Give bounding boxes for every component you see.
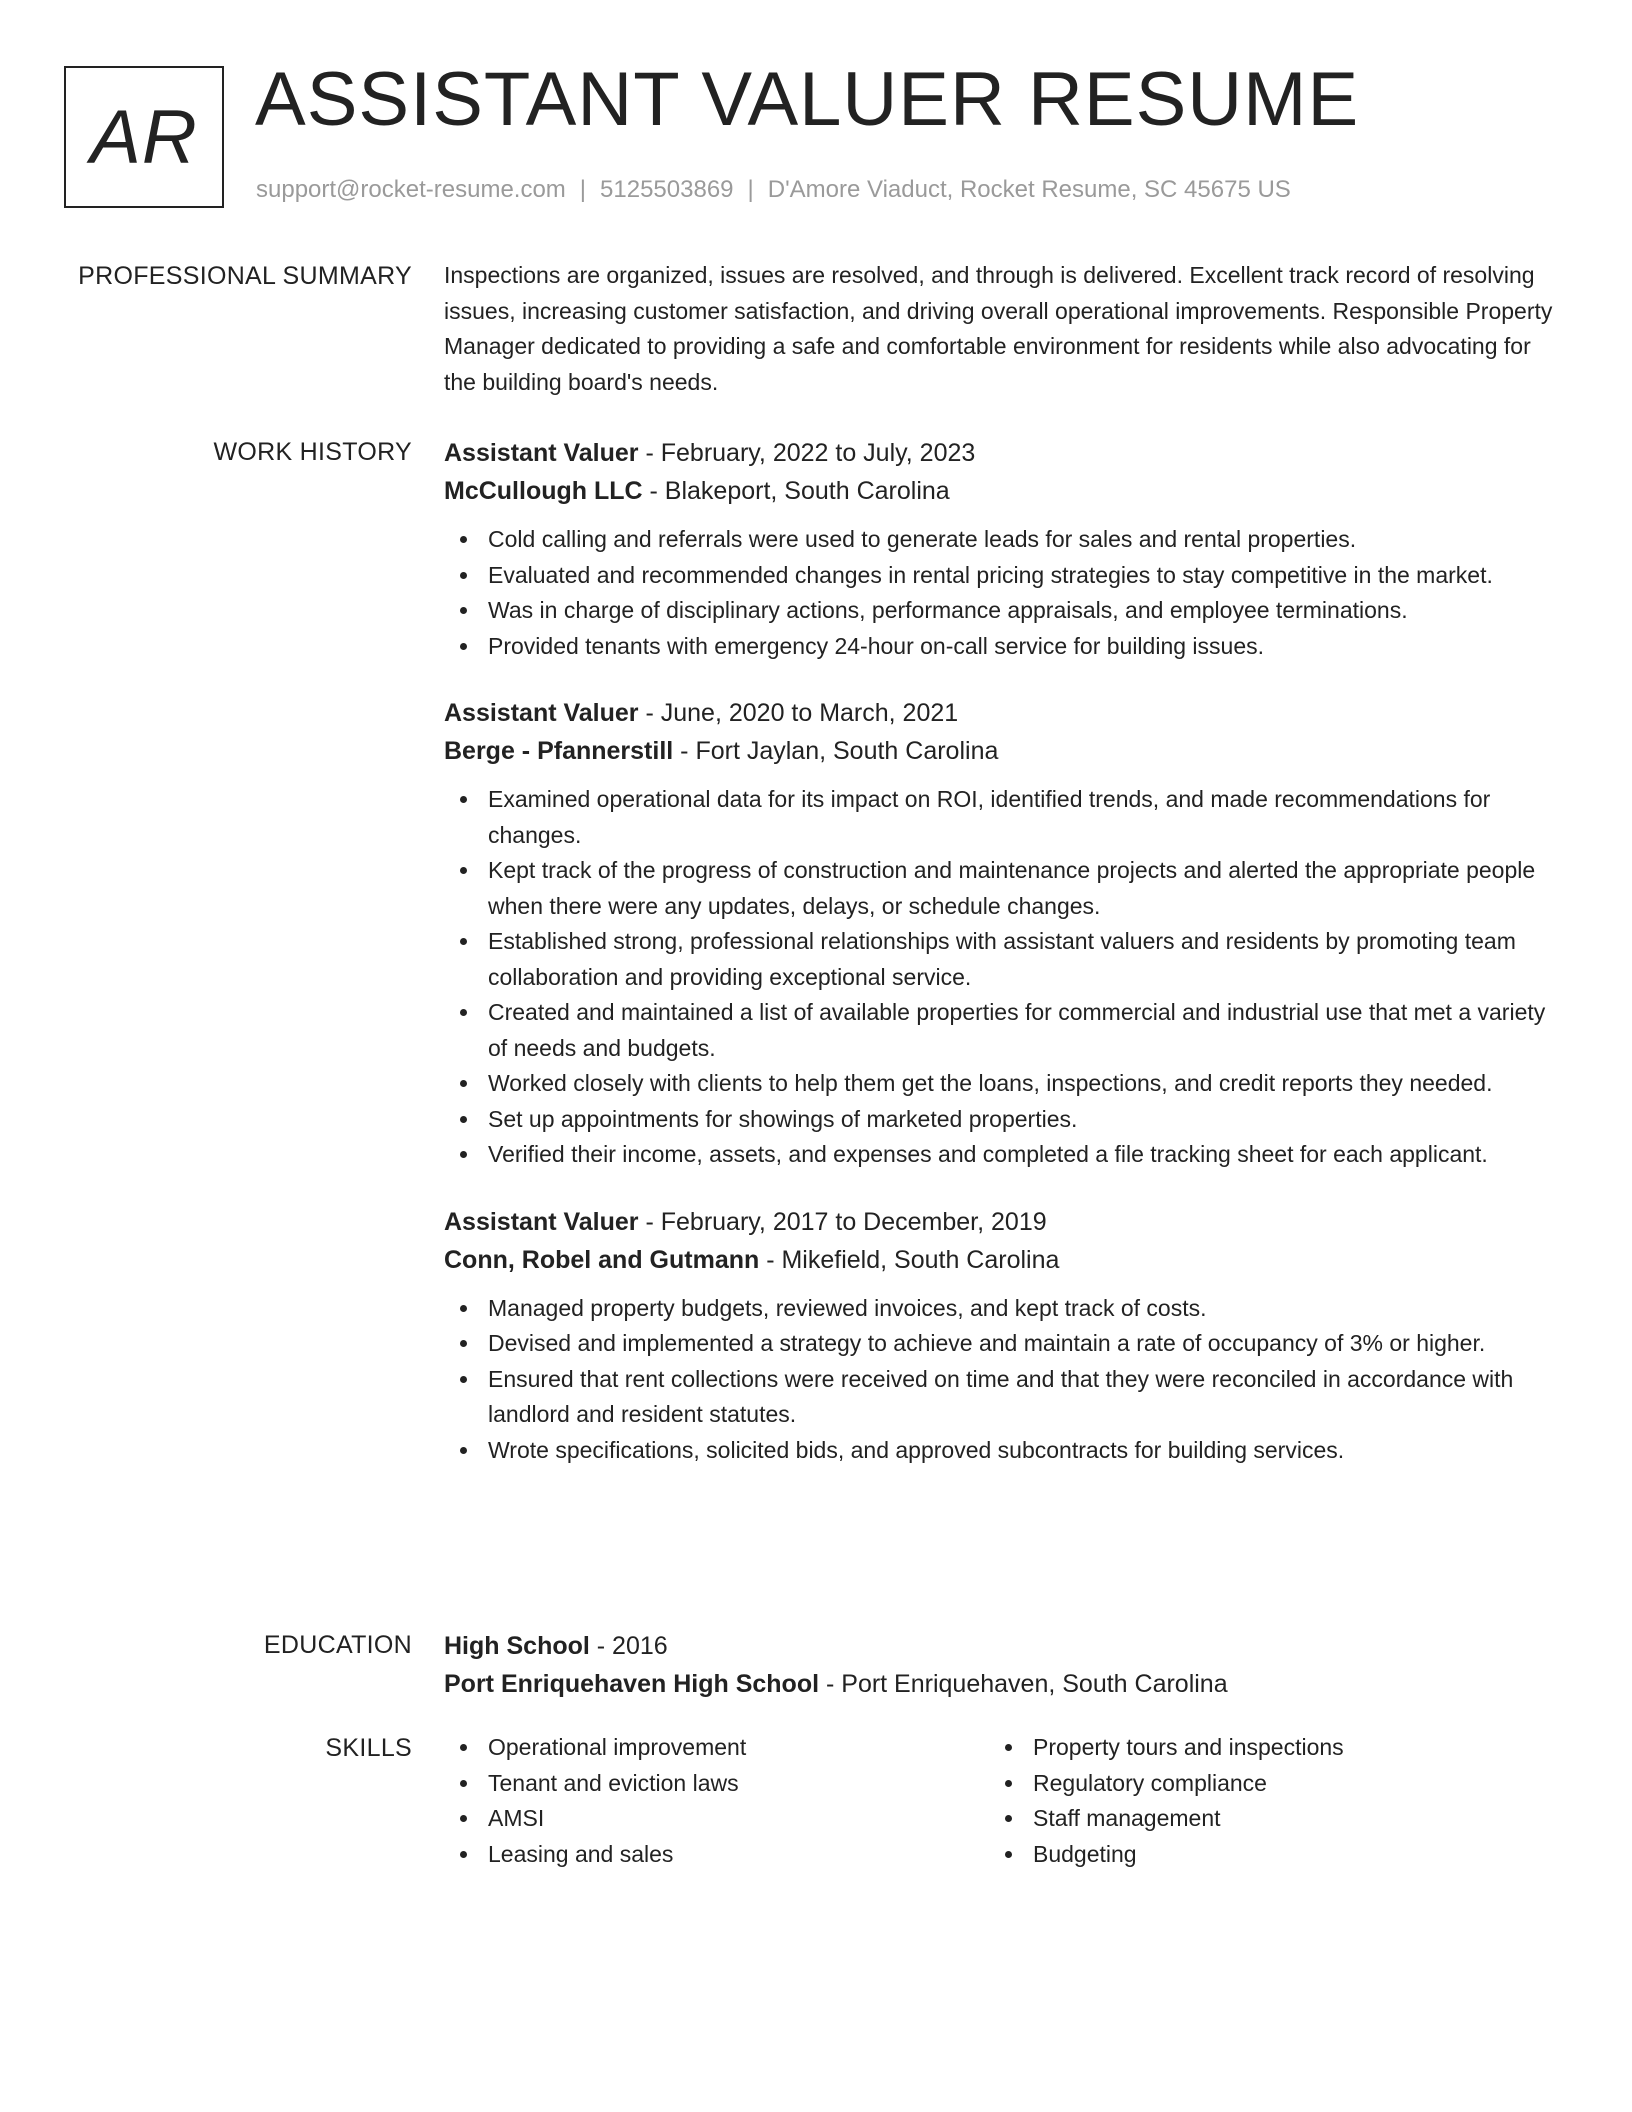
job-title-line — [444, 1203, 1554, 1241]
section-label-work-history: WORK HISTORY — [213, 438, 412, 466]
contact-email[interactable]: support@rocket-resume.com — [256, 176, 566, 203]
job-company-line — [444, 1241, 1554, 1279]
list-item: Wrote specifications, solicited bids, and approved subcontracts for building services. — [444, 1433, 1554, 1469]
contact-address: D'Amore Viaduct, Rocket Resume, SC 45675 US — [767, 176, 1291, 203]
list-item: Worked closely with clients to help them get the loans, inspections, and credit reports they needed. — [444, 1066, 1554, 1102]
list-item: Evaluated and recommended changes in rental pricing strategies to stay competitive in the market. — [444, 558, 1554, 594]
list-item: Cold calling and referrals were used to generate leads for sales and rental properties. — [444, 522, 1554, 558]
list-item: Managed property budgets, reviewed invoices, and kept track of costs. — [444, 1291, 1554, 1327]
job-company-line — [444, 732, 1554, 770]
job-bullets — [444, 522, 1554, 664]
resume-title: ASSISTANT VALUER RESUME — [255, 57, 1360, 142]
monogram-initials: AR — [90, 94, 198, 180]
job-dates: - February, 2017 to December, 2019 — [638, 1207, 1047, 1236]
monogram-box — [64, 66, 224, 208]
job-title-line — [444, 694, 1554, 732]
section-label-summary: PROFESSIONAL SUMMARY — [78, 262, 412, 290]
skill-item: Property tours and inspections — [989, 1730, 1534, 1766]
section-label-education: EDUCATION — [263, 1631, 412, 1659]
education-school: Port Enriquehaven High School — [444, 1670, 820, 1698]
list-item: Devised and implemented a strategy to achieve and maintain a rate of occupancy of 3% or higher. — [444, 1326, 1554, 1362]
skill-item: Leasing and sales — [444, 1837, 989, 1873]
education-location: - Port Enriquehaven, South Carolina — [819, 1670, 1228, 1698]
education-degree-line — [444, 1627, 1554, 1665]
skill-item: Regulatory compliance — [989, 1766, 1534, 1802]
list-item: Created and maintained a list of available properties for commercial and industrial use that met a variety of needs and budgets. — [444, 995, 1554, 1066]
skills-list-left — [444, 1730, 989, 1872]
job-entry — [444, 694, 1554, 1173]
job-company: Conn, Robel and Gutmann — [444, 1245, 760, 1274]
job-bullets — [444, 782, 1554, 1173]
skill-item: AMSI — [444, 1801, 989, 1837]
skills-grid — [444, 1730, 1554, 1872]
job-title-line — [444, 434, 1554, 472]
job-location: - Fort Jaylan, South Carolina — [673, 737, 999, 765]
job-title: Assistant Valuer — [444, 699, 639, 727]
list-item: Ensured that rent collections were received on time and that they were reconciled in accordance with landlord and resident statutes. — [444, 1362, 1554, 1433]
list-item: Verified their income, assets, and expenses and completed a file tracking sheet for each applicant. — [444, 1137, 1554, 1173]
list-item: Provided tenants with emergency 24-hour on-call service for building issues. — [444, 629, 1554, 665]
summary-text: Inspections are organized, issues are resolved, and through is delivered. Excellent track record of resolving issues, increasing customer satisfaction, and driving overall operational improvements. Responsible Property Manager dedicated to providing a safe and comfortable environment for residents while also advocating for the building board's needs. — [444, 262, 1553, 395]
contact-separator: | — [579, 176, 587, 203]
job-bullets — [444, 1291, 1554, 1469]
list-item: Established strong, professional relationships with assistant valuers and residents by promoting team collaboration and providing exceptional service. — [444, 924, 1554, 995]
job-company: McCullough LLC — [444, 477, 643, 505]
job-location: - Mikefield, South Carolina — [759, 1245, 1060, 1274]
skill-item: Operational improvement — [444, 1730, 989, 1766]
job-title: Assistant Valuer — [444, 1207, 639, 1236]
job-title: Assistant Valuer — [444, 439, 639, 467]
list-item: Was in charge of disciplinary actions, performance appraisals, and employee terminations. — [444, 593, 1554, 629]
job-company-line — [444, 472, 1554, 510]
contact-line — [256, 174, 1291, 206]
job-dates: - June, 2020 to March, 2021 — [638, 699, 959, 727]
job-location: - Blakeport, South Carolina — [642, 477, 950, 505]
job-company: Berge - Pfannerstill — [444, 737, 674, 765]
list-item: Examined operational data for its impact on ROI, identified trends, and made recommendations for changes. — [444, 782, 1554, 853]
skill-item: Staff management — [989, 1801, 1534, 1837]
education-degree: High School — [444, 1632, 590, 1660]
education-year: - 2016 — [589, 1632, 668, 1660]
education-school-line — [444, 1665, 1554, 1703]
contact-separator: | — [747, 176, 754, 203]
job-entry — [444, 434, 1554, 664]
contact-phone[interactable]: 5125503869 — [600, 176, 734, 203]
job-dates: - February, 2022 to July, 2023 — [638, 439, 976, 467]
list-item: Kept track of the progress of construction and maintenance projects and alerted the appropriate people when there were any updates, delays, or schedule changes. — [444, 853, 1554, 924]
skill-item: Tenant and eviction laws — [444, 1766, 989, 1802]
job-entry — [444, 1203, 1554, 1469]
skills-list-right — [989, 1730, 1534, 1872]
list-item: Set up appointments for showings of marketed properties. — [444, 1102, 1554, 1138]
section-label-skills: SKILLS — [325, 1734, 412, 1762]
skill-item: Budgeting — [989, 1837, 1534, 1873]
